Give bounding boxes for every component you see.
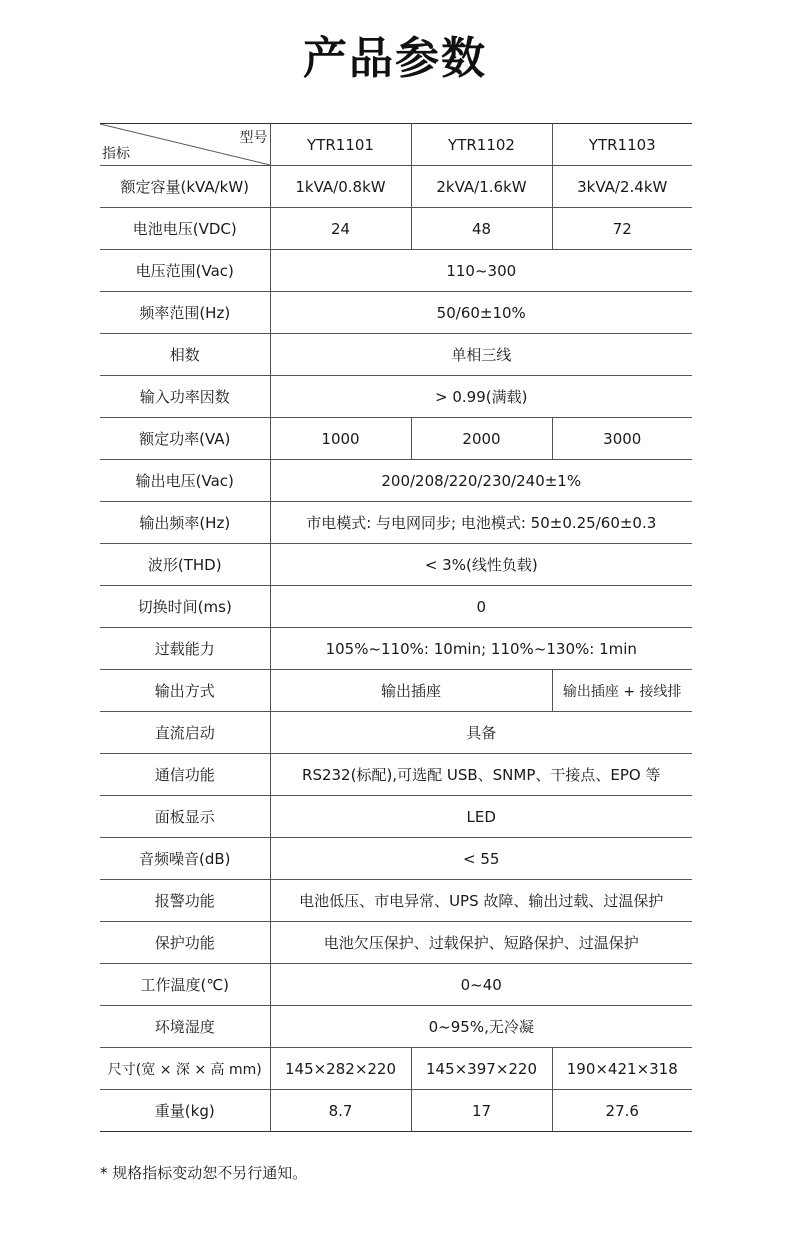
cell-value: 市电模式: 与电网同步; 电池模式: 50±0.25/60±0.3: [270, 502, 692, 544]
table-row: [100, 964, 692, 1006]
table-row: [100, 628, 692, 670]
cell-value: 145×397×220: [411, 1048, 552, 1090]
cell-value: LED: [270, 796, 692, 838]
table-row: [100, 1006, 692, 1048]
cell-value: 1000: [270, 418, 411, 460]
corner-header-cell: [100, 124, 270, 166]
table-row: [100, 1048, 692, 1090]
table-row: [100, 754, 692, 796]
cell-value: > 0.99(满载): [270, 376, 692, 418]
row-label: 尺寸(宽 × 深 × 高 mm): [100, 1048, 270, 1090]
cell-value: 0~95%,无冷凝: [270, 1006, 692, 1048]
row-label: 输出电压(Vac): [100, 460, 270, 502]
table-row: [100, 922, 692, 964]
table-row: [100, 796, 692, 838]
row-label: 输入功率因数: [100, 376, 270, 418]
cell-value: 0: [270, 586, 692, 628]
cell-value: 0~40: [270, 964, 692, 1006]
cell-value: 145×282×220: [270, 1048, 411, 1090]
cell-value: 48: [411, 208, 552, 250]
cell-value: RS232(标配),可选配 USB、SNMP、干接点、EPO 等: [270, 754, 692, 796]
cell-value: 具备: [270, 712, 692, 754]
row-label: 报警功能: [100, 880, 270, 922]
table-row: [100, 418, 692, 460]
model-header-1: YTR1101: [270, 124, 411, 166]
row-label: 相数: [100, 334, 270, 376]
cell-value: 电池欠压保护、过载保护、短路保护、过温保护: [270, 922, 692, 964]
table-row: [100, 208, 692, 250]
row-label: 通信功能: [100, 754, 270, 796]
cell-value: 2000: [411, 418, 552, 460]
cell-value: 3000: [552, 418, 692, 460]
table-row: [100, 544, 692, 586]
table-row: [100, 166, 692, 208]
table-row: [100, 670, 692, 712]
table-row: [100, 502, 692, 544]
cell-value: 单相三线: [270, 334, 692, 376]
table-row: [100, 376, 692, 418]
spec-table: [100, 123, 692, 1132]
row-label: 工作温度(℃): [100, 964, 270, 1006]
row-label: 切换时间(ms): [100, 586, 270, 628]
table-header-row: [100, 124, 692, 166]
row-label: 面板显示: [100, 796, 270, 838]
index-header-label: 指标: [102, 146, 130, 162]
table-row: [100, 250, 692, 292]
cell-value: 17: [411, 1090, 552, 1132]
row-label: 额定容量(kVA/kW): [100, 166, 270, 208]
table-row: [100, 838, 692, 880]
row-label: 直流启动: [100, 712, 270, 754]
cell-value: 1kVA/0.8kW: [270, 166, 411, 208]
row-label: 波形(THD): [100, 544, 270, 586]
table-row: [100, 460, 692, 502]
cell-value: < 55: [270, 838, 692, 880]
cell-value: 输出插座: [270, 670, 552, 712]
cell-value: 200/208/220/230/240±1%: [270, 460, 692, 502]
cell-value: 8.7: [270, 1090, 411, 1132]
model-header-3: YTR1103: [552, 124, 692, 166]
cell-value: 105%~110%: 10min; 110%~130%: 1min: [270, 628, 692, 670]
table-row: [100, 712, 692, 754]
row-label: 电池电压(VDC): [100, 208, 270, 250]
cell-value: 110~300: [270, 250, 692, 292]
row-label: 保护功能: [100, 922, 270, 964]
cell-value: 24: [270, 208, 411, 250]
cell-value: 输出插座 + 接线排: [552, 670, 692, 712]
cell-value: 电池低压、市电异常、UPS 故障、输出过载、过温保护: [270, 880, 692, 922]
model-header-2: YTR1102: [411, 124, 552, 166]
table-row: [100, 292, 692, 334]
row-label: 输出方式: [100, 670, 270, 712]
row-label: 电压范围(Vac): [100, 250, 270, 292]
model-header-label: 型号: [239, 130, 268, 146]
table-row: [100, 334, 692, 376]
table-row: [100, 880, 692, 922]
row-label: 重量(kg): [100, 1090, 270, 1132]
row-label: 环境湿度: [100, 1006, 270, 1048]
cell-value: < 3%(线性负载): [270, 544, 692, 586]
row-label: 音频噪音(dB): [100, 838, 270, 880]
cell-value: 72: [552, 208, 692, 250]
row-label: 频率范围(Hz): [100, 292, 270, 334]
cell-value: 3kVA/2.4kW: [552, 166, 692, 208]
row-label: 输出频率(Hz): [100, 502, 270, 544]
cell-value: 50/60±10%: [270, 292, 692, 334]
table-row: [100, 1090, 692, 1132]
table-row: [100, 586, 692, 628]
row-label: 过载能力: [100, 628, 270, 670]
footnote: * 规格指标变动恕不另行通知。: [100, 1164, 308, 1182]
cell-value: 27.6: [552, 1090, 692, 1132]
cell-value: 190×421×318: [552, 1048, 692, 1090]
row-label: 额定功率(VA): [100, 418, 270, 460]
cell-value: 2kVA/1.6kW: [411, 166, 552, 208]
page-title: 产品参数: [303, 33, 487, 84]
